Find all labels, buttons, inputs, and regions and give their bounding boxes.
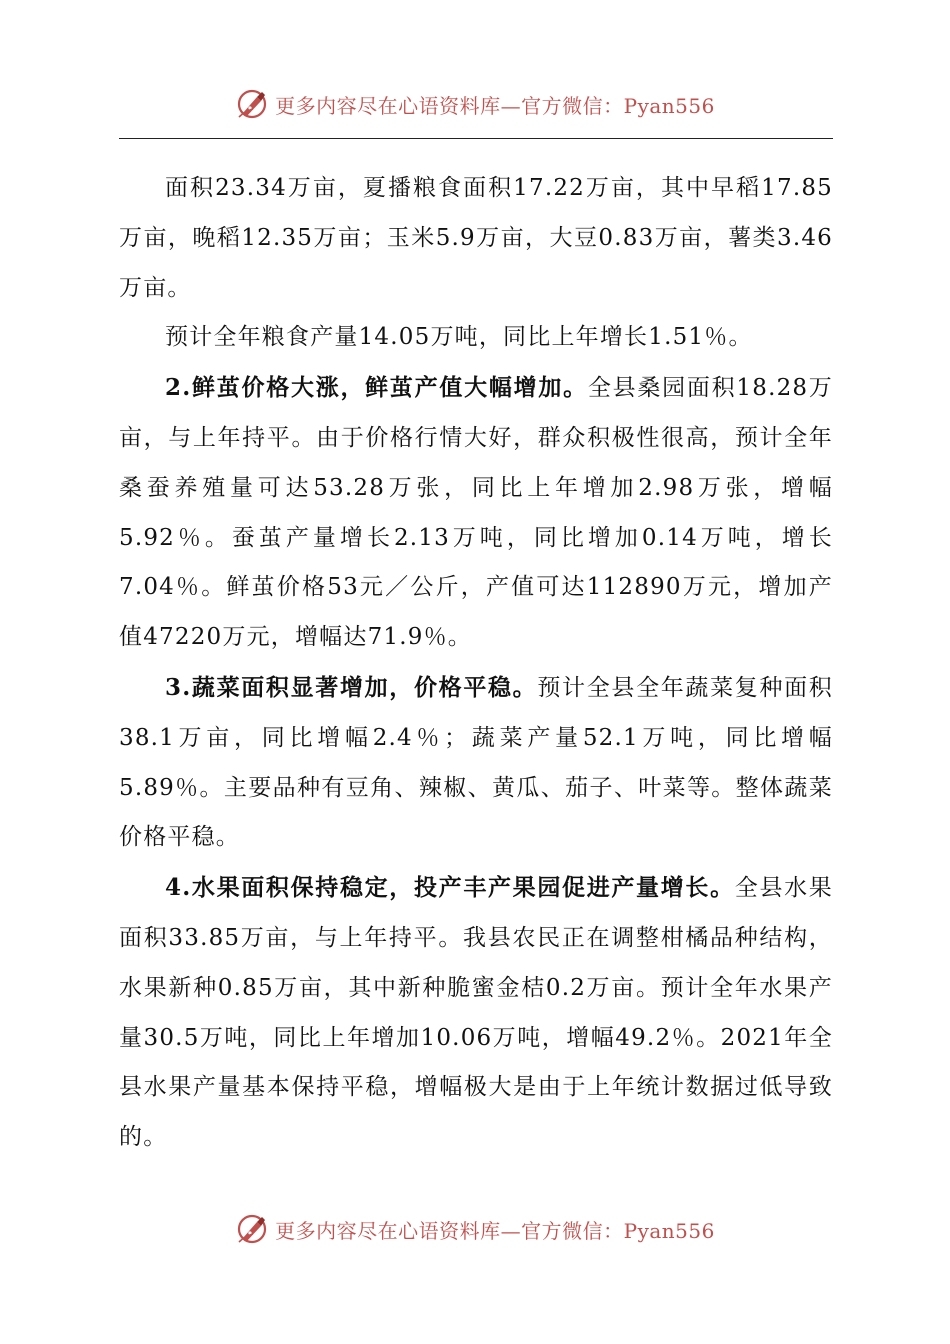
paragraph-heading: 4.水果面积保持稳定，投产丰产果园促进产量增长。 bbox=[165, 874, 735, 902]
header-divider bbox=[119, 138, 833, 139]
paragraph-heading: 2.鲜茧价格大涨，鲜茧产值大幅增加。 bbox=[165, 374, 588, 402]
header-watermark-text: 更多内容尽在心语资料库—官方微信：Pyan556 bbox=[275, 93, 715, 118]
document-body bbox=[119, 164, 833, 1163]
paragraph-vegetables bbox=[119, 663, 833, 863]
footer-watermark-text: 更多内容尽在心语资料库—官方微信：Pyan556 bbox=[275, 1218, 715, 1243]
paragraph-text: 预计全年粮食产量14.05万吨，同比上年增长1.51％。 bbox=[165, 324, 753, 351]
paragraph-cocoon bbox=[119, 363, 833, 663]
paragraph-fruit bbox=[119, 863, 833, 1163]
paragraph-area-summary bbox=[119, 164, 833, 313]
header-watermark-banner bbox=[0, 84, 950, 124]
paragraph-text: 面积23.34万亩，夏播粮食面积17.22万亩，其中早稻17.85万亩，晚稻12.35万亩；玉米5.9万亩，大豆0.83万亩，薯类3.46万亩。 bbox=[119, 175, 833, 301]
pen-nib-logo-icon bbox=[235, 1212, 269, 1246]
paragraph-text: 预计全县全年蔬菜复种面积38.1万亩，同比增幅2.4％；蔬菜产量52.1万吨，同比增幅5.89％。主要品种有豆角、辣椒、黄瓜、茄子、叶菜等。整体蔬菜价格平稳。 bbox=[119, 674, 833, 851]
paragraph-heading: 3.蔬菜面积显著增加，价格平稳。 bbox=[165, 673, 538, 701]
paragraph-text: 全县桑园面积18.28万亩，与上年持平。由于价格行情大好，群众积极性很高，预计全年桑蚕养殖量可达53.28万张，同比上年增加2.98万张，增幅5.92％。蚕茧产量增长2.13万吨，同比增加0.14万吨，增长7.04％。鲜茧价格53元／公斤，产值可达112890万元，增加产值47220万元，增幅达71.9％。 bbox=[119, 375, 833, 651]
paragraph-text: 全县水果面积33.85万亩，与上年持平。我县农民正在调整柑橘品种结构，水果新种0.85万亩，其中新种脆蜜金桔0.2万亩。预计全年水果产量30.5万吨，同比上年增加10.06万吨，增幅49.2％。2021年全县水果产量基本保持平稳，增幅极大是由于上年统计数据过低导致的。 bbox=[119, 875, 833, 1151]
footer-watermark-banner bbox=[0, 1209, 950, 1249]
pen-nib-logo-icon bbox=[235, 87, 269, 121]
paragraph-grain-output bbox=[119, 313, 833, 363]
